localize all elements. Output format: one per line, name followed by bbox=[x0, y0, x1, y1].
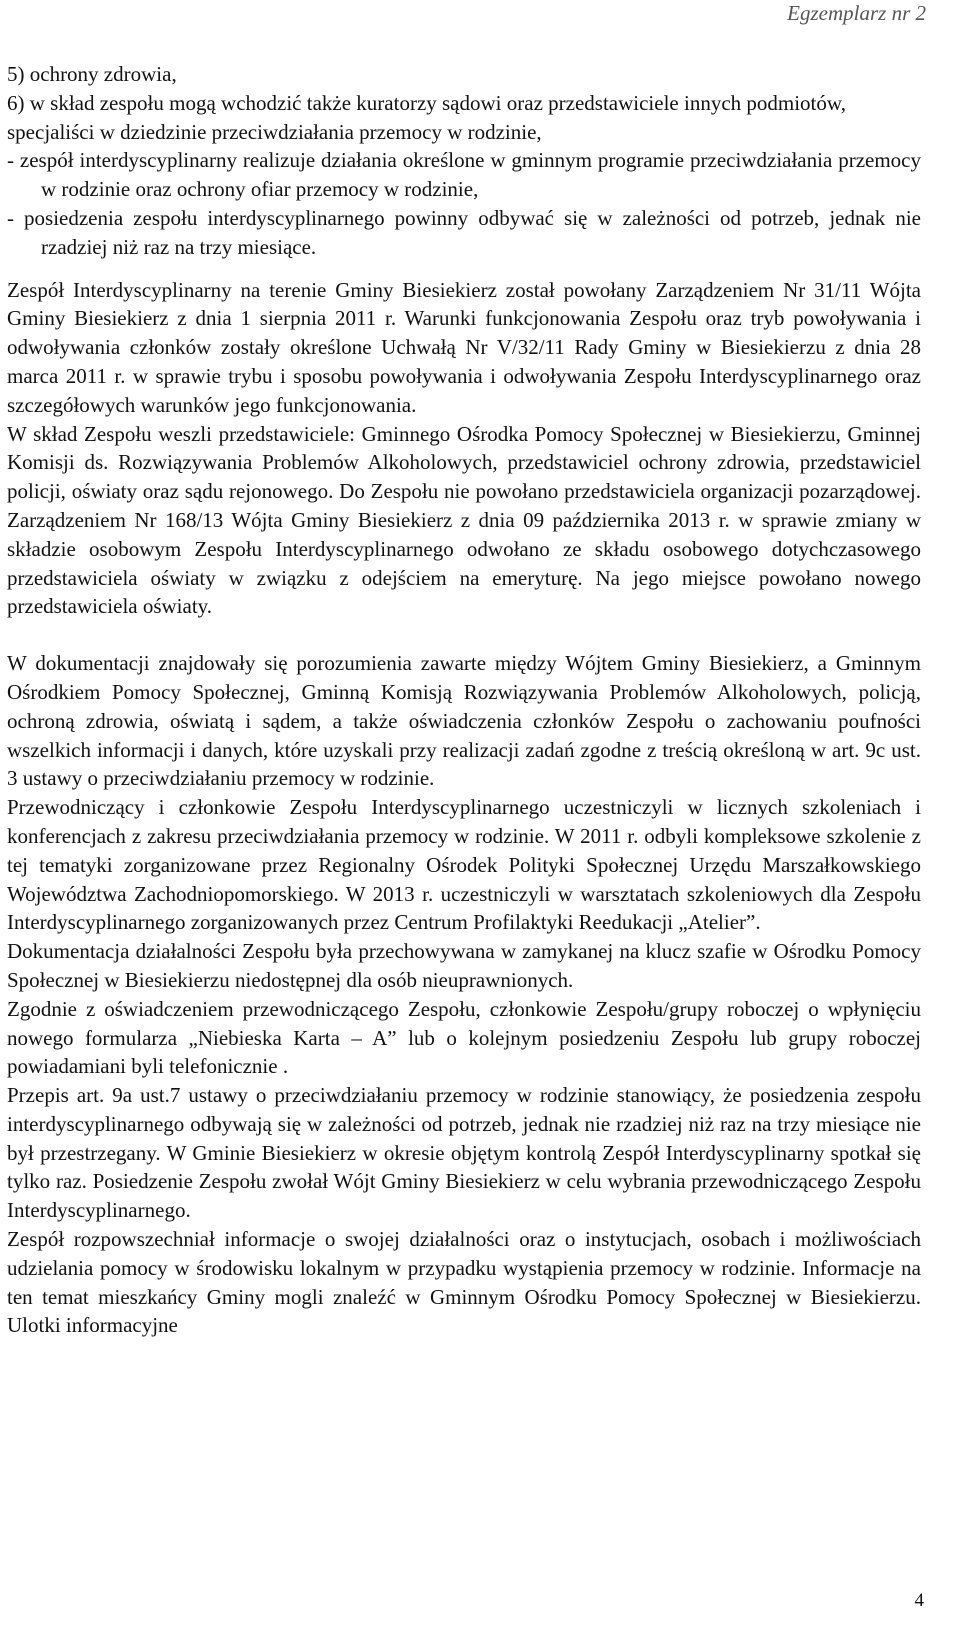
list-item: 6) w skład zespołu mogą wchodzić także kuratorzy sądowi oraz przedstawiciele innych podmiotów, specjaliści w dziedzinie przeciwdziałania przemocy w rodzinie, bbox=[7, 90, 846, 144]
copy-label: Egzemplarz nr 2 bbox=[787, 1, 926, 25]
paragraph-notifications: Zgodnie z oświadczeniem przewodniczącego Zespołu, członkowie Zespołu/grupy roboczej o wpłynięciu nowego formularza „Niebieska Karta – A” lub o kolejnym posiedzeniu Zespołu lub grupy roboczej powiadamiani byli telefonicznie . bbox=[7, 996, 921, 1079]
paragraph-team-establishment: Zespół Interdyscyplinarny na terenie Gminy Biesiekierz został powołany Zarządzeniem Nr 31/11 Wójta Gminy Biesiekierz z dnia 1 sierpnia 2011 r. Warunki funkcjonowania Zespołu oraz tryb powoływania i odwoływania członków zostały określone Uchwałą Nr V/32/11 Rady Gminy w Biesiekierzu z dnia 28 marca 2011 r. w sprawie trybu i sposobu powoływania i odwoływania Zespołu Interdyscyplinarnego oraz szczegółowych warunków jego funkcjonowania. bbox=[7, 277, 921, 417]
dash-list-item: - zespół interdyscyplinarny realizuje działania określone w gminnym programie przeciwdziałania przemocy w rodzinie oraz ochrony ofiar przemocy w rodzinie, bbox=[7, 148, 921, 202]
paragraph-agreements: W dokumentacji znajdowały się porozumienia zawarte między Wójtem Gminy Biesiekierz, a Gminnym Ośrodkiem Pomocy Społecznej, Gminną Komisją Rozwiązywania Problemów Alkoholowych, policją, ochroną zdrowia, oświatą i sądem, a także oświadczenia członków Zespołu o zachowaniu poufności wszelkich informacji i danych, które uzyskali przy realizacji zadań zgodne z treścią określoną w art. 9c ust. 3 ustawy o przeciwdziałaniu przemocy w rodzinie. bbox=[7, 651, 921, 791]
document-body bbox=[7, 60, 921, 1340]
paragraph-training: Przewodniczący i członkowie Zespołu Interdyscyplinarnego uczestniczyli w licznych szkoleniach i konferencjach z zakresu przeciwdziałania przemocy w rodzinie. W 2011 r. odbyli kompleksowe szkolenie z tej tematyki zorganizowane przez Regionalny Ośrodek Polityki Społecznej Urzędu Marszałkowskiego Województwa Zachodniopomorskiego. W 2013 r. uczestniczyli w warsztatach szkoleniowych dla Zespołu Interdyscyplinarnego zorganizowanych przez Centrum Profilaktyki Reedukacji „Atelier”. bbox=[7, 795, 921, 935]
paragraph-information-dissemination: Zespół rozpowszechniał informacje o swojej działalności oraz o instytucjach, osobach i możliwościach udzielania pomocy w środowisku lokalnym w przypadku wystąpienia przemocy w rodzinie. Informacje na ten temat mieszkańcy Gminy mogli znaleźć w Gminnym Ośrodku Pomocy Społecznej w Biesiekierzu. Ulotki informacyjne bbox=[7, 1227, 921, 1338]
paragraph-team-composition: W skład Zespołu weszli przedstawiciele: Gminnego Ośrodka Pomocy Społecznej w Biesiekierzu, Gminnej Komisji ds. Rozwiązywania Problemów Alkoholowych, przedstawiciel ochrony zdrowia, przedstawiciel policji, oświaty oraz sądu rejonowego. Do Zespołu nie powołano przedstawiciela organizacji pozarządowej. Zarządzeniem Nr 168/13 Wójta Gminy Biesiekierz z dnia 09 października 2013 r. w sprawie zmiany w składzie osobowym Zespołu Interdyscyplinarnego odwołano ze składu osobowego dotychczasowego przedstawiciela oświaty w związku z odejściem na emeryturę. Na jego miejsce powołano nowego przedstawiciela oświaty. bbox=[7, 421, 921, 619]
list-item: 5) ochrony zdrowia, bbox=[7, 62, 177, 86]
dash-list-item: - posiedzenia zespołu interdyscyplinarnego powinny odbywać się w zależności od potrzeb, jednak nie rzadziej niż raz na trzy miesiące. bbox=[7, 205, 921, 259]
page-number: 4 bbox=[914, 1590, 924, 1611]
paragraph-meeting-frequency: Przepis art. 9a ust.7 ustawy o przeciwdziałaniu przemocy w rodzinie stanowiący, że posiedzenia zespołu interdyscyplinarnego odbywają się w zależności od potrzeb, jednak nie rzadziej niż raz na trzy miesiące nie był przestrzegany. W Gminie Biesiekierz w okresie objętym kontrolą Zespół Interdyscyplinarny spotkał się tylko raz. Posiedzenie Zespołu zwołał Wójt Gminy Biesiekierz w celu wybrania przewodniczącego Zespołu Interdyscyplinarnego. bbox=[7, 1083, 921, 1223]
paragraph-documentation-storage: Dokumentacja działalności Zespołu była przechowywana w zamykanej na klucz szafie w Ośrodku Pomocy Społecznej w Biesiekierzu niedostępnej dla osób nieuprawnionych. bbox=[7, 939, 921, 992]
